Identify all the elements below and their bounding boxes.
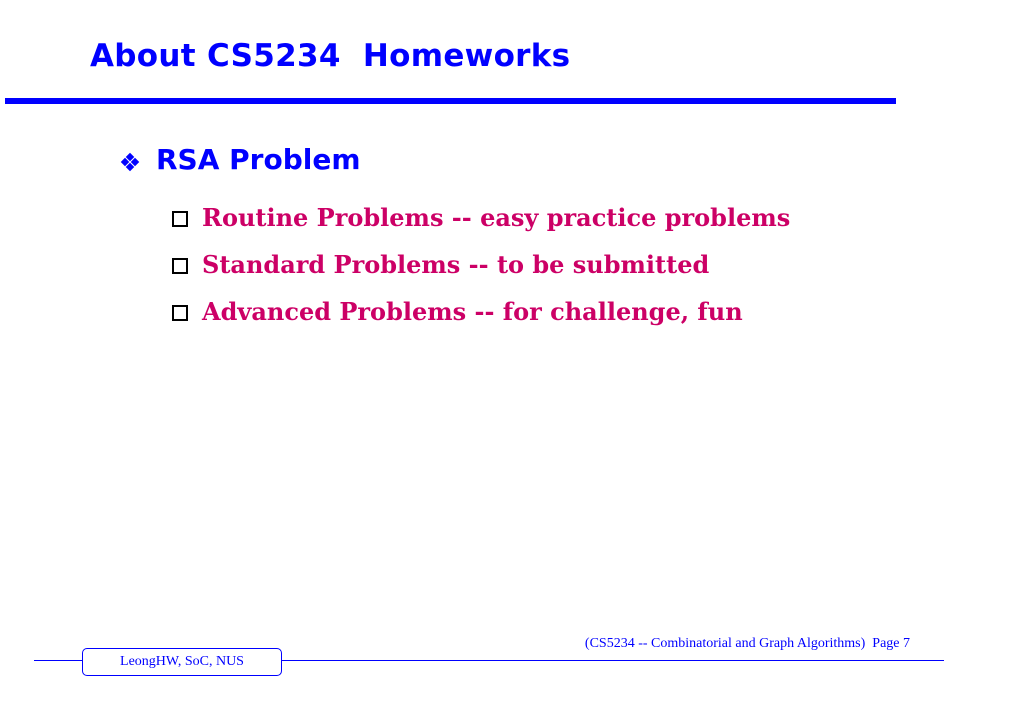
list-item — [172, 194, 790, 241]
sub-item-list — [172, 194, 790, 335]
square-bullet-icon — [172, 258, 188, 274]
diamond-bullet-icon — [122, 154, 138, 170]
section-heading: RSA Problem — [156, 143, 361, 176]
list-item-text: Routine Problems -- easy practice problems — [202, 203, 791, 232]
square-bullet-icon — [172, 211, 188, 227]
list-item-text: Advanced Problems -- for challenge, fun — [202, 297, 743, 326]
title-underline — [5, 98, 896, 104]
square-bullet-icon — [172, 305, 188, 321]
footer-author-box — [82, 648, 282, 676]
footer-course-page: (CS5234 -- Combinatorial and Graph Algorithms) Page 7 — [584, 636, 910, 651]
list-item — [172, 241, 790, 288]
slide-title: About CS5234 Homeworks — [90, 38, 571, 74]
list-item-text: Standard Problems -- to be submitted — [202, 250, 710, 279]
list-item — [172, 288, 790, 335]
section-bullet — [122, 143, 361, 176]
footer-author: LeongHW, SoC, NUS — [120, 654, 244, 669]
